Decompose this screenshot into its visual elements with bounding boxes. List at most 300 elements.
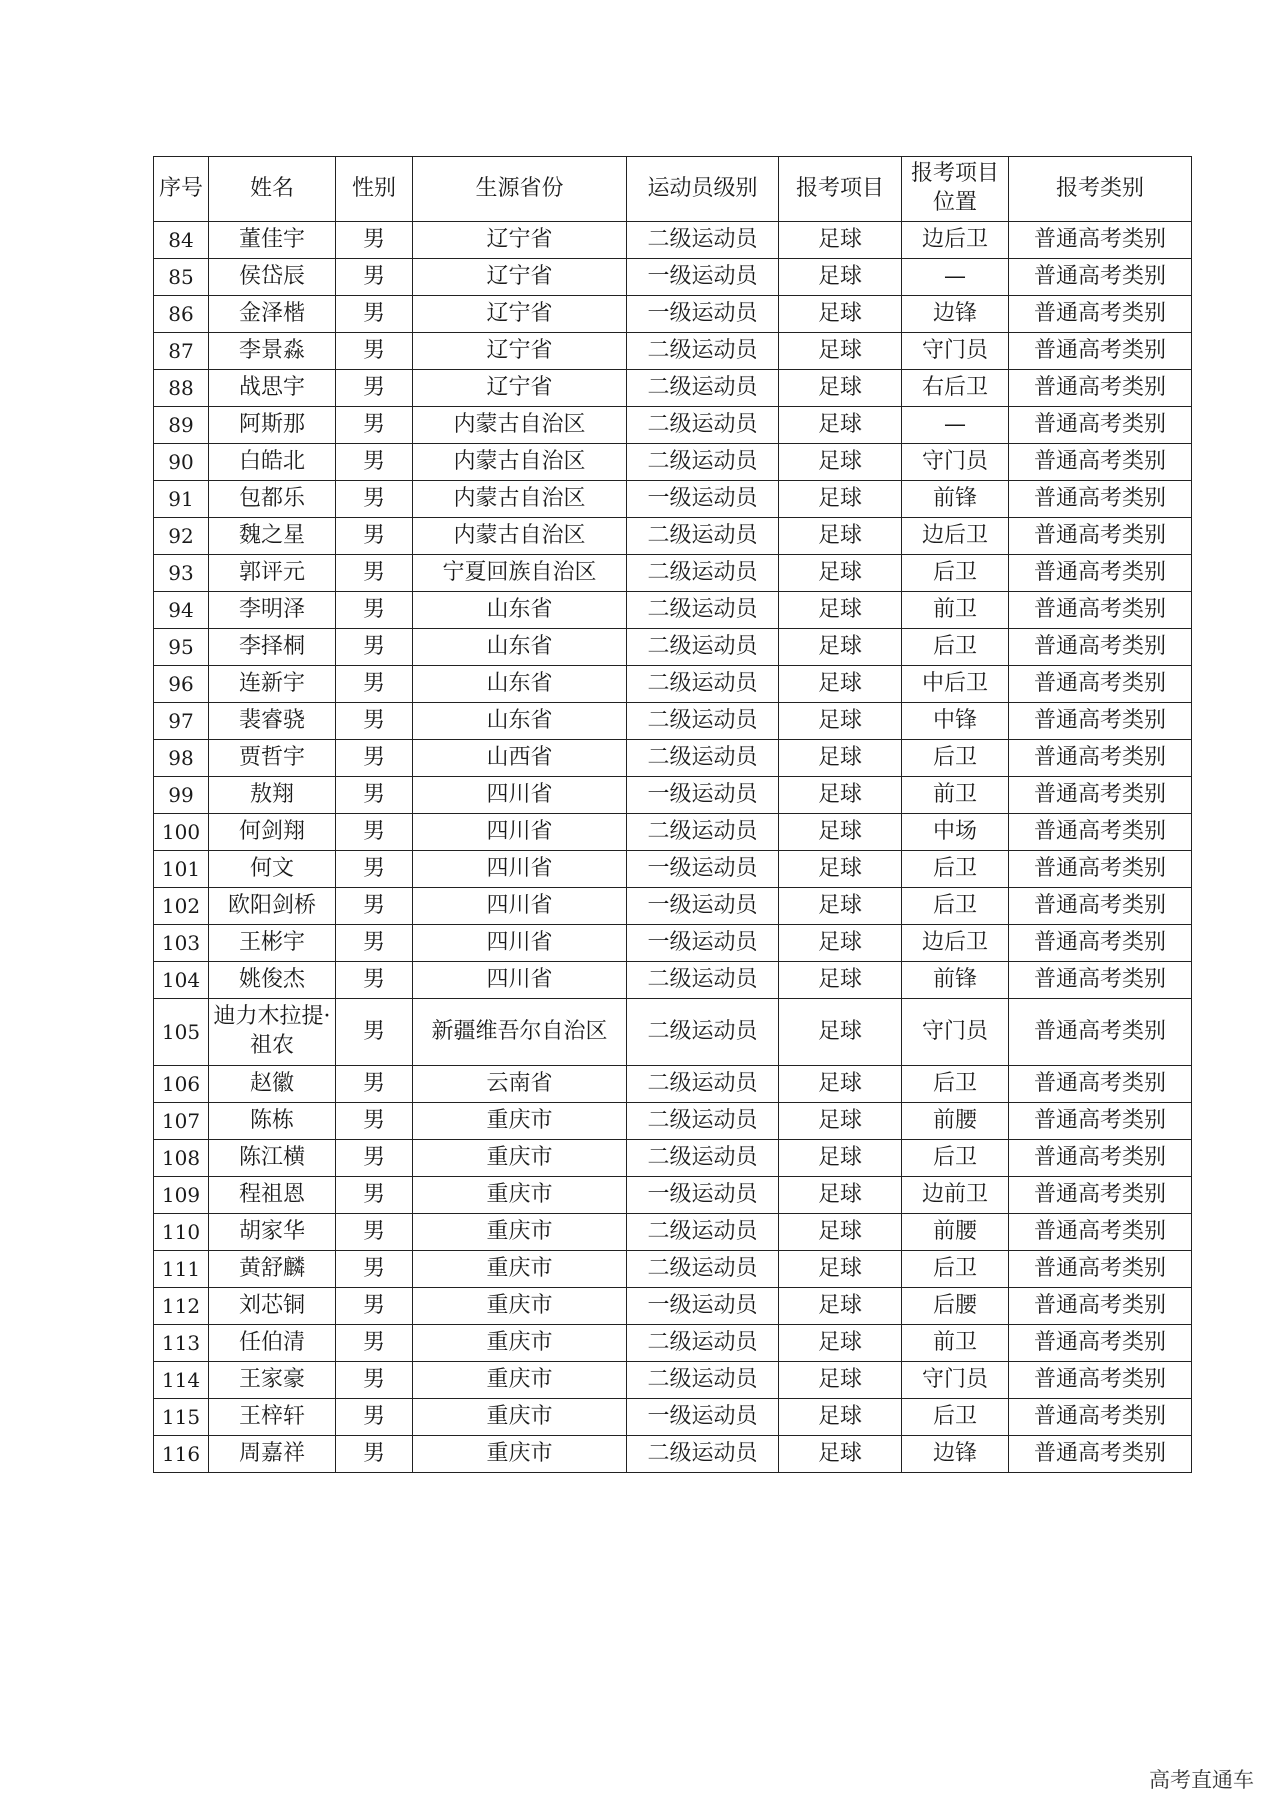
cell-category: 普通高考类别 bbox=[1009, 740, 1192, 777]
cell-index: 113 bbox=[154, 1325, 209, 1362]
cell-gender: 男 bbox=[336, 814, 413, 851]
table-row bbox=[154, 666, 1192, 703]
cell-athlete-level: 二级运动员 bbox=[627, 370, 779, 407]
cell-index: 100 bbox=[154, 814, 209, 851]
cell-position: 边后卫 bbox=[902, 222, 1009, 259]
cell-name: 陈江横 bbox=[209, 1140, 336, 1177]
cell-sport: 足球 bbox=[779, 1288, 902, 1325]
cell-sport: 足球 bbox=[779, 629, 902, 666]
cell-index: 115 bbox=[154, 1399, 209, 1436]
cell-province: 山东省 bbox=[413, 703, 627, 740]
cell-province: 四川省 bbox=[413, 888, 627, 925]
cell-category: 普通高考类别 bbox=[1009, 777, 1192, 814]
cell-category: 普通高考类别 bbox=[1009, 333, 1192, 370]
cell-index: 93 bbox=[154, 555, 209, 592]
table-row bbox=[154, 481, 1192, 518]
cell-index: 112 bbox=[154, 1288, 209, 1325]
cell-index: 96 bbox=[154, 666, 209, 703]
cell-sport: 足球 bbox=[779, 888, 902, 925]
cell-province: 重庆市 bbox=[413, 1399, 627, 1436]
cell-province: 辽宁省 bbox=[413, 222, 627, 259]
cell-index: 97 bbox=[154, 703, 209, 740]
table-row bbox=[154, 777, 1192, 814]
cell-sport: 足球 bbox=[779, 222, 902, 259]
cell-index: 106 bbox=[154, 1066, 209, 1103]
cell-athlete-level: 二级运动员 bbox=[627, 1140, 779, 1177]
cell-gender: 男 bbox=[336, 1436, 413, 1473]
cell-index: 110 bbox=[154, 1214, 209, 1251]
cell-athlete-level: 一级运动员 bbox=[627, 888, 779, 925]
cell-province: 重庆市 bbox=[413, 1251, 627, 1288]
table-row bbox=[154, 518, 1192, 555]
cell-name: 赵徽 bbox=[209, 1066, 336, 1103]
cell-name: 李明泽 bbox=[209, 592, 336, 629]
cell-province: 宁夏回族自治区 bbox=[413, 555, 627, 592]
cell-athlete-level: 一级运动员 bbox=[627, 1288, 779, 1325]
cell-sport: 足球 bbox=[779, 1066, 902, 1103]
cell-name: 王彬宇 bbox=[209, 925, 336, 962]
table-row bbox=[154, 444, 1192, 481]
cell-category: 普通高考类别 bbox=[1009, 1066, 1192, 1103]
cell-position: 守门员 bbox=[902, 1362, 1009, 1399]
cell-athlete-level: 二级运动员 bbox=[627, 1066, 779, 1103]
table-row bbox=[154, 1066, 1192, 1103]
table-row bbox=[154, 592, 1192, 629]
cell-name: 裴睿骁 bbox=[209, 703, 336, 740]
cell-province: 山西省 bbox=[413, 740, 627, 777]
cell-gender: 男 bbox=[336, 592, 413, 629]
cell-index: 89 bbox=[154, 407, 209, 444]
cell-position: 后卫 bbox=[902, 1066, 1009, 1103]
cell-gender: 男 bbox=[336, 444, 413, 481]
cell-sport: 足球 bbox=[779, 333, 902, 370]
cell-category: 普通高考类别 bbox=[1009, 925, 1192, 962]
header-name: 姓名 bbox=[209, 157, 336, 222]
cell-name: 李景淼 bbox=[209, 333, 336, 370]
cell-name: 刘芯铜 bbox=[209, 1288, 336, 1325]
cell-athlete-level: 二级运动员 bbox=[627, 1362, 779, 1399]
cell-province: 重庆市 bbox=[413, 1103, 627, 1140]
cell-position: 边后卫 bbox=[902, 925, 1009, 962]
cell-position: — bbox=[902, 259, 1009, 296]
cell-gender: 男 bbox=[336, 999, 413, 1066]
cell-athlete-level: 二级运动员 bbox=[627, 592, 779, 629]
cell-position: 前锋 bbox=[902, 481, 1009, 518]
table-row bbox=[154, 999, 1192, 1066]
cell-province: 重庆市 bbox=[413, 1140, 627, 1177]
cell-athlete-level: 二级运动员 bbox=[627, 333, 779, 370]
table-row bbox=[154, 296, 1192, 333]
cell-sport: 足球 bbox=[779, 518, 902, 555]
cell-name: 何剑翔 bbox=[209, 814, 336, 851]
header-province: 生源省份 bbox=[413, 157, 627, 222]
cell-position: 后卫 bbox=[902, 1399, 1009, 1436]
header-position: 报考项目位置 bbox=[902, 157, 1009, 222]
table-row bbox=[154, 1214, 1192, 1251]
cell-position: 边前卫 bbox=[902, 1177, 1009, 1214]
table-row bbox=[154, 1362, 1192, 1399]
cell-index: 104 bbox=[154, 962, 209, 999]
cell-category: 普通高考类别 bbox=[1009, 999, 1192, 1066]
cell-gender: 男 bbox=[336, 481, 413, 518]
cell-gender: 男 bbox=[336, 222, 413, 259]
cell-position: 边锋 bbox=[902, 1436, 1009, 1473]
cell-gender: 男 bbox=[336, 296, 413, 333]
cell-sport: 足球 bbox=[779, 851, 902, 888]
cell-category: 普通高考类别 bbox=[1009, 259, 1192, 296]
cell-sport: 足球 bbox=[779, 1399, 902, 1436]
cell-index: 107 bbox=[154, 1103, 209, 1140]
cell-sport: 足球 bbox=[779, 1362, 902, 1399]
table-row bbox=[154, 1399, 1192, 1436]
cell-sport: 足球 bbox=[779, 1140, 902, 1177]
cell-gender: 男 bbox=[336, 370, 413, 407]
cell-province: 内蒙古自治区 bbox=[413, 481, 627, 518]
cell-name: 陈栋 bbox=[209, 1103, 336, 1140]
roster-table bbox=[153, 156, 1192, 1473]
cell-name: 胡家华 bbox=[209, 1214, 336, 1251]
cell-athlete-level: 二级运动员 bbox=[627, 1436, 779, 1473]
cell-athlete-level: 二级运动员 bbox=[627, 999, 779, 1066]
cell-index: 109 bbox=[154, 1177, 209, 1214]
cell-province: 辽宁省 bbox=[413, 370, 627, 407]
cell-position: 守门员 bbox=[902, 999, 1009, 1066]
cell-category: 普通高考类别 bbox=[1009, 1288, 1192, 1325]
cell-athlete-level: 一级运动员 bbox=[627, 481, 779, 518]
table-row bbox=[154, 259, 1192, 296]
cell-index: 102 bbox=[154, 888, 209, 925]
cell-name: 魏之星 bbox=[209, 518, 336, 555]
cell-name: 王梓轩 bbox=[209, 1399, 336, 1436]
cell-name: 黄舒麟 bbox=[209, 1251, 336, 1288]
cell-name: 程祖恩 bbox=[209, 1177, 336, 1214]
cell-gender: 男 bbox=[336, 1214, 413, 1251]
cell-index: 98 bbox=[154, 740, 209, 777]
cell-position: 后卫 bbox=[902, 1140, 1009, 1177]
cell-name: 郭评元 bbox=[209, 555, 336, 592]
cell-sport: 足球 bbox=[779, 999, 902, 1066]
cell-name: 白皓北 bbox=[209, 444, 336, 481]
cell-position: 后腰 bbox=[902, 1288, 1009, 1325]
cell-sport: 足球 bbox=[779, 259, 902, 296]
cell-province: 重庆市 bbox=[413, 1325, 627, 1362]
table-row bbox=[154, 851, 1192, 888]
cell-name: 董佳宇 bbox=[209, 222, 336, 259]
cell-position: 中后卫 bbox=[902, 666, 1009, 703]
cell-name: 欧阳剑桥 bbox=[209, 888, 336, 925]
cell-category: 普通高考类别 bbox=[1009, 407, 1192, 444]
cell-province: 重庆市 bbox=[413, 1436, 627, 1473]
cell-sport: 足球 bbox=[779, 296, 902, 333]
cell-index: 105 bbox=[154, 999, 209, 1066]
cell-category: 普通高考类别 bbox=[1009, 888, 1192, 925]
cell-province: 四川省 bbox=[413, 962, 627, 999]
table-row bbox=[154, 629, 1192, 666]
header-gender: 性别 bbox=[336, 157, 413, 222]
cell-gender: 男 bbox=[336, 1066, 413, 1103]
cell-province: 内蒙古自治区 bbox=[413, 444, 627, 481]
cell-gender: 男 bbox=[336, 925, 413, 962]
cell-name: 敖翔 bbox=[209, 777, 336, 814]
cell-sport: 足球 bbox=[779, 481, 902, 518]
cell-sport: 足球 bbox=[779, 1325, 902, 1362]
table-row bbox=[154, 333, 1192, 370]
cell-province: 四川省 bbox=[413, 777, 627, 814]
cell-name: 李择桐 bbox=[209, 629, 336, 666]
table-row bbox=[154, 1325, 1192, 1362]
cell-athlete-level: 一级运动员 bbox=[627, 259, 779, 296]
cell-gender: 男 bbox=[336, 703, 413, 740]
header-row bbox=[154, 157, 1192, 222]
cell-category: 普通高考类别 bbox=[1009, 666, 1192, 703]
cell-name: 姚俊杰 bbox=[209, 962, 336, 999]
cell-name: 包都乐 bbox=[209, 481, 336, 518]
cell-category: 普通高考类别 bbox=[1009, 629, 1192, 666]
cell-name: 王家豪 bbox=[209, 1362, 336, 1399]
cell-category: 普通高考类别 bbox=[1009, 851, 1192, 888]
cell-athlete-level: 二级运动员 bbox=[627, 962, 779, 999]
cell-athlete-level: 一级运动员 bbox=[627, 1177, 779, 1214]
cell-category: 普通高考类别 bbox=[1009, 1103, 1192, 1140]
table-row bbox=[154, 555, 1192, 592]
cell-gender: 男 bbox=[336, 259, 413, 296]
cell-name: 阿斯那 bbox=[209, 407, 336, 444]
cell-index: 103 bbox=[154, 925, 209, 962]
cell-province: 辽宁省 bbox=[413, 259, 627, 296]
cell-province: 辽宁省 bbox=[413, 296, 627, 333]
cell-category: 普通高考类别 bbox=[1009, 518, 1192, 555]
cell-gender: 男 bbox=[336, 407, 413, 444]
cell-position: 前锋 bbox=[902, 962, 1009, 999]
cell-sport: 足球 bbox=[779, 777, 902, 814]
cell-athlete-level: 二级运动员 bbox=[627, 222, 779, 259]
cell-gender: 男 bbox=[336, 1103, 413, 1140]
table-row bbox=[154, 1177, 1192, 1214]
cell-position: 后卫 bbox=[902, 851, 1009, 888]
cell-position: — bbox=[902, 407, 1009, 444]
cell-name: 何文 bbox=[209, 851, 336, 888]
cell-gender: 男 bbox=[336, 333, 413, 370]
cell-position: 前腰 bbox=[902, 1103, 1009, 1140]
table-row bbox=[154, 925, 1192, 962]
cell-index: 87 bbox=[154, 333, 209, 370]
cell-province: 山东省 bbox=[413, 666, 627, 703]
cell-sport: 足球 bbox=[779, 1103, 902, 1140]
cell-athlete-level: 二级运动员 bbox=[627, 518, 779, 555]
cell-name: 侯岱辰 bbox=[209, 259, 336, 296]
cell-gender: 男 bbox=[336, 1140, 413, 1177]
cell-gender: 男 bbox=[336, 888, 413, 925]
cell-sport: 足球 bbox=[779, 592, 902, 629]
cell-athlete-level: 一级运动员 bbox=[627, 1399, 779, 1436]
table-row bbox=[154, 703, 1192, 740]
cell-athlete-level: 二级运动员 bbox=[627, 666, 779, 703]
cell-sport: 足球 bbox=[779, 1436, 902, 1473]
cell-sport: 足球 bbox=[779, 370, 902, 407]
cell-name: 贾哲宇 bbox=[209, 740, 336, 777]
cell-position: 后卫 bbox=[902, 740, 1009, 777]
cell-province: 重庆市 bbox=[413, 1288, 627, 1325]
cell-index: 92 bbox=[154, 518, 209, 555]
cell-province: 四川省 bbox=[413, 814, 627, 851]
table-row bbox=[154, 1140, 1192, 1177]
cell-position: 前腰 bbox=[902, 1214, 1009, 1251]
cell-sport: 足球 bbox=[779, 703, 902, 740]
cell-sport: 足球 bbox=[779, 555, 902, 592]
cell-index: 91 bbox=[154, 481, 209, 518]
cell-province: 四川省 bbox=[413, 851, 627, 888]
cell-index: 90 bbox=[154, 444, 209, 481]
cell-sport: 足球 bbox=[779, 1251, 902, 1288]
cell-position: 后卫 bbox=[902, 555, 1009, 592]
cell-name: 连新宇 bbox=[209, 666, 336, 703]
cell-position: 中锋 bbox=[902, 703, 1009, 740]
cell-category: 普通高考类别 bbox=[1009, 1214, 1192, 1251]
cell-athlete-level: 二级运动员 bbox=[627, 1214, 779, 1251]
cell-name: 金泽楷 bbox=[209, 296, 336, 333]
table-row bbox=[154, 740, 1192, 777]
cell-gender: 男 bbox=[336, 555, 413, 592]
cell-position: 边后卫 bbox=[902, 518, 1009, 555]
table-row bbox=[154, 888, 1192, 925]
cell-name: 战思宇 bbox=[209, 370, 336, 407]
cell-category: 普通高考类别 bbox=[1009, 1399, 1192, 1436]
cell-athlete-level: 二级运动员 bbox=[627, 444, 779, 481]
cell-index: 84 bbox=[154, 222, 209, 259]
cell-position: 右后卫 bbox=[902, 370, 1009, 407]
cell-position: 中场 bbox=[902, 814, 1009, 851]
cell-index: 94 bbox=[154, 592, 209, 629]
cell-category: 普通高考类别 bbox=[1009, 703, 1192, 740]
table-row bbox=[154, 222, 1192, 259]
cell-position: 后卫 bbox=[902, 629, 1009, 666]
table-row bbox=[154, 1103, 1192, 1140]
header-index: 序号 bbox=[154, 157, 209, 222]
cell-gender: 男 bbox=[336, 851, 413, 888]
table-row bbox=[154, 1288, 1192, 1325]
cell-gender: 男 bbox=[336, 1399, 413, 1436]
cell-province: 重庆市 bbox=[413, 1177, 627, 1214]
cell-athlete-level: 二级运动员 bbox=[627, 555, 779, 592]
cell-category: 普通高考类别 bbox=[1009, 1362, 1192, 1399]
cell-category: 普通高考类别 bbox=[1009, 1177, 1192, 1214]
cell-name: 周嘉祥 bbox=[209, 1436, 336, 1473]
cell-sport: 足球 bbox=[779, 1177, 902, 1214]
cell-province: 四川省 bbox=[413, 925, 627, 962]
cell-sport: 足球 bbox=[779, 407, 902, 444]
cell-category: 普通高考类别 bbox=[1009, 814, 1192, 851]
cell-category: 普通高考类别 bbox=[1009, 296, 1192, 333]
cell-position: 守门员 bbox=[902, 444, 1009, 481]
cell-athlete-level: 一级运动员 bbox=[627, 851, 779, 888]
cell-name: 任伯清 bbox=[209, 1325, 336, 1362]
cell-sport: 足球 bbox=[779, 1214, 902, 1251]
cell-province: 山东省 bbox=[413, 629, 627, 666]
cell-index: 95 bbox=[154, 629, 209, 666]
cell-sport: 足球 bbox=[779, 814, 902, 851]
cell-province: 重庆市 bbox=[413, 1214, 627, 1251]
cell-category: 普通高考类别 bbox=[1009, 555, 1192, 592]
cell-category: 普通高考类别 bbox=[1009, 962, 1192, 999]
cell-category: 普通高考类别 bbox=[1009, 370, 1192, 407]
table-row bbox=[154, 814, 1192, 851]
table-row bbox=[154, 1251, 1192, 1288]
cell-position: 后卫 bbox=[902, 1251, 1009, 1288]
cell-index: 111 bbox=[154, 1251, 209, 1288]
table-body bbox=[154, 222, 1192, 1473]
cell-sport: 足球 bbox=[779, 925, 902, 962]
cell-category: 普通高考类别 bbox=[1009, 481, 1192, 518]
cell-gender: 男 bbox=[336, 1288, 413, 1325]
cell-sport: 足球 bbox=[779, 666, 902, 703]
cell-athlete-level: 二级运动员 bbox=[627, 1325, 779, 1362]
cell-athlete-level: 二级运动员 bbox=[627, 629, 779, 666]
table-row bbox=[154, 1436, 1192, 1473]
cell-province: 山东省 bbox=[413, 592, 627, 629]
cell-gender: 男 bbox=[336, 777, 413, 814]
cell-province: 重庆市 bbox=[413, 1362, 627, 1399]
table-row bbox=[154, 962, 1192, 999]
cell-province: 云南省 bbox=[413, 1066, 627, 1103]
cell-sport: 足球 bbox=[779, 962, 902, 999]
cell-province: 新疆维吾尔自治区 bbox=[413, 999, 627, 1066]
cell-position: 后卫 bbox=[902, 888, 1009, 925]
cell-gender: 男 bbox=[336, 962, 413, 999]
cell-gender: 男 bbox=[336, 1362, 413, 1399]
cell-position: 前卫 bbox=[902, 592, 1009, 629]
cell-athlete-level: 二级运动员 bbox=[627, 1103, 779, 1140]
table-header bbox=[154, 157, 1192, 222]
cell-sport: 足球 bbox=[779, 444, 902, 481]
cell-gender: 男 bbox=[336, 518, 413, 555]
cell-athlete-level: 二级运动员 bbox=[627, 407, 779, 444]
cell-position: 边锋 bbox=[902, 296, 1009, 333]
cell-gender: 男 bbox=[336, 1177, 413, 1214]
cell-index: 85 bbox=[154, 259, 209, 296]
cell-athlete-level: 一级运动员 bbox=[627, 777, 779, 814]
cell-index: 88 bbox=[154, 370, 209, 407]
cell-category: 普通高考类别 bbox=[1009, 444, 1192, 481]
cell-province: 内蒙古自治区 bbox=[413, 407, 627, 444]
cell-category: 普通高考类别 bbox=[1009, 1140, 1192, 1177]
table-row bbox=[154, 370, 1192, 407]
cell-athlete-level: 二级运动员 bbox=[627, 814, 779, 851]
cell-category: 普通高考类别 bbox=[1009, 1325, 1192, 1362]
cell-position: 前卫 bbox=[902, 777, 1009, 814]
cell-athlete-level: 二级运动员 bbox=[627, 703, 779, 740]
header-sport: 报考项目 bbox=[779, 157, 902, 222]
cell-gender: 男 bbox=[336, 740, 413, 777]
cell-sport: 足球 bbox=[779, 740, 902, 777]
watermark: 高考直通车 bbox=[1149, 1768, 1254, 1792]
cell-position: 前卫 bbox=[902, 1325, 1009, 1362]
cell-gender: 男 bbox=[336, 1325, 413, 1362]
cell-province: 内蒙古自治区 bbox=[413, 518, 627, 555]
cell-index: 86 bbox=[154, 296, 209, 333]
cell-category: 普通高考类别 bbox=[1009, 1436, 1192, 1473]
cell-position: 守门员 bbox=[902, 333, 1009, 370]
cell-gender: 男 bbox=[336, 629, 413, 666]
cell-gender: 男 bbox=[336, 1251, 413, 1288]
cell-category: 普通高考类别 bbox=[1009, 592, 1192, 629]
cell-index: 101 bbox=[154, 851, 209, 888]
cell-category: 普通高考类别 bbox=[1009, 1251, 1192, 1288]
cell-index: 99 bbox=[154, 777, 209, 814]
cell-athlete-level: 一级运动员 bbox=[627, 925, 779, 962]
table-row bbox=[154, 407, 1192, 444]
cell-athlete-level: 一级运动员 bbox=[627, 296, 779, 333]
cell-index: 114 bbox=[154, 1362, 209, 1399]
